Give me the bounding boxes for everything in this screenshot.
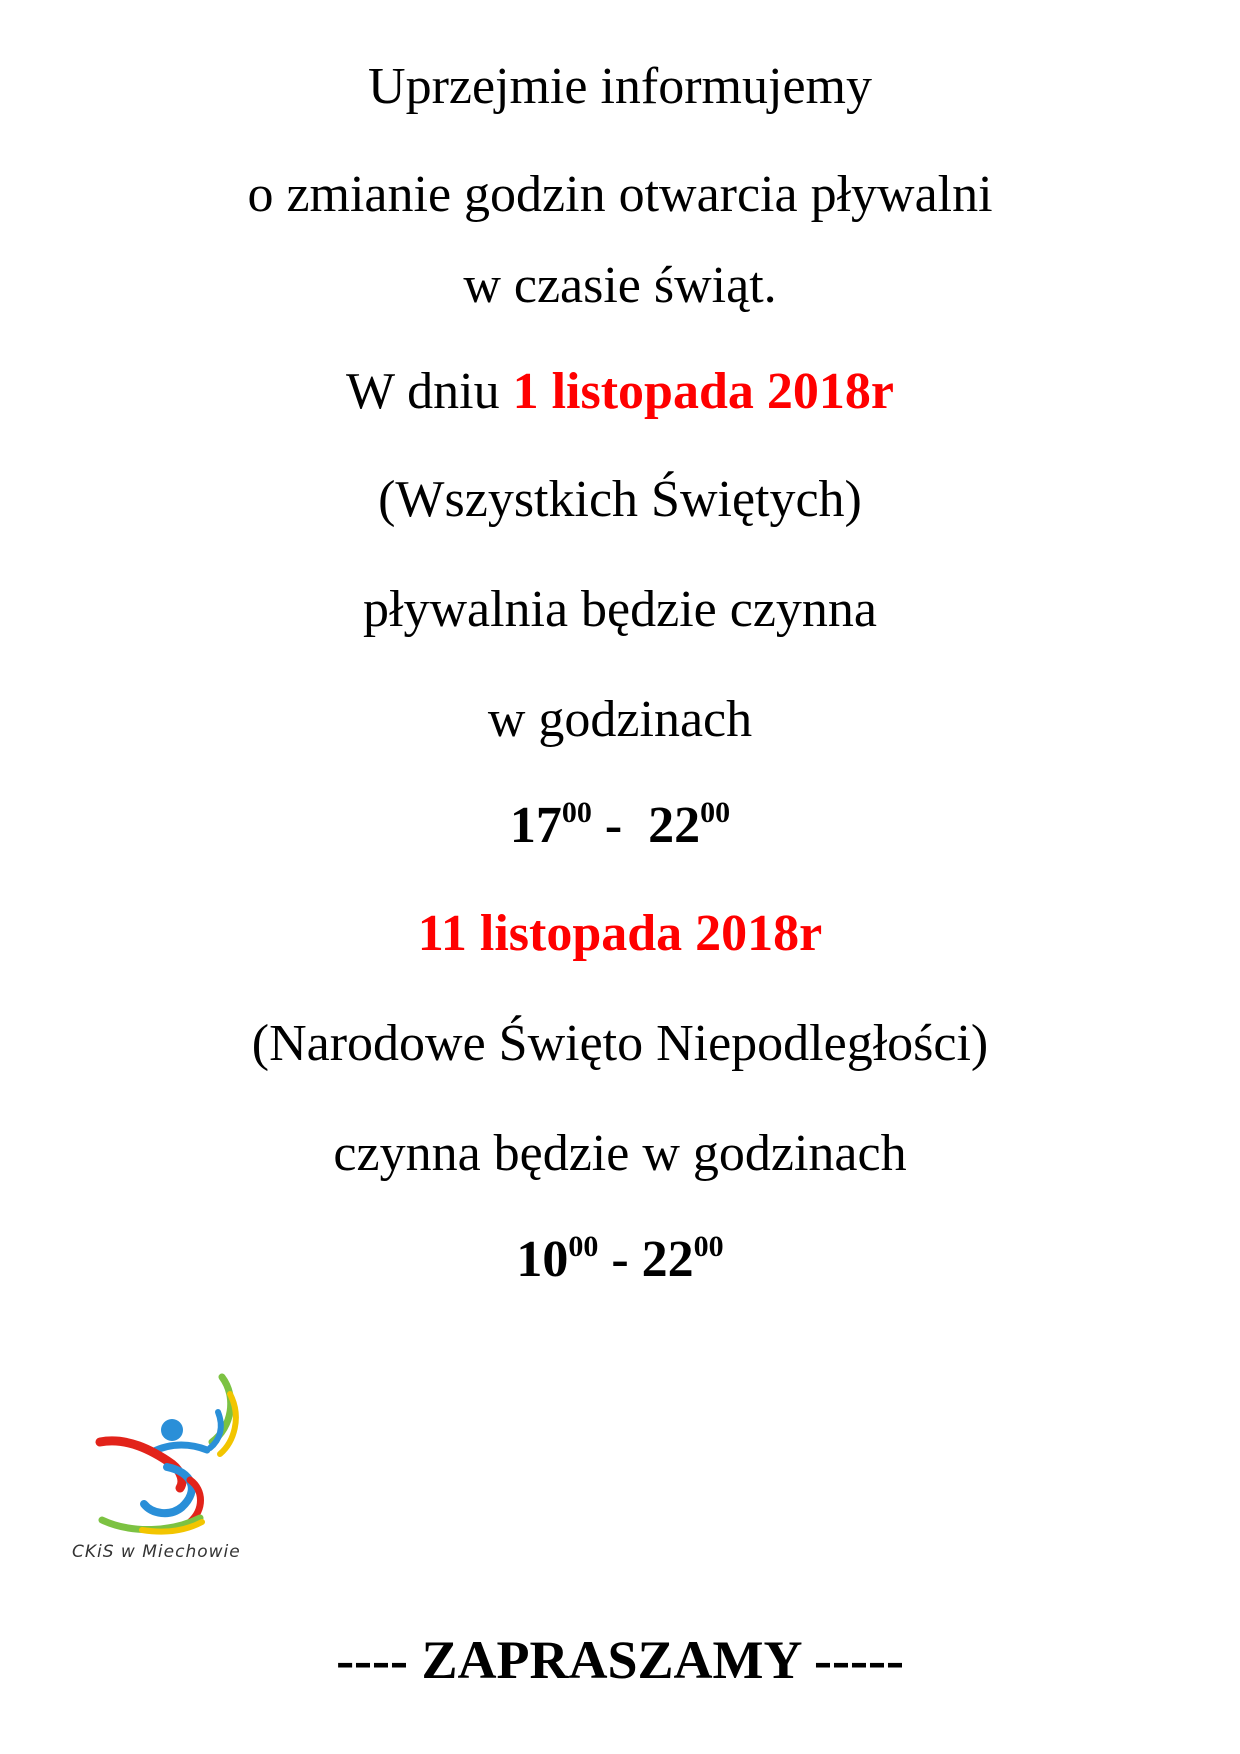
day1-holiday: (Wszystkich Świętych)	[378, 471, 862, 528]
day2-close-hour: 22	[641, 1231, 694, 1288]
day2-hours	[0, 1228, 1240, 1292]
day2-close-min: 00	[693, 1229, 724, 1263]
day1-prefix: W dniu	[346, 363, 500, 420]
day1-open-hour: 17	[509, 797, 562, 854]
day1-date-line	[0, 360, 1240, 424]
day1-open-min: 00	[561, 795, 592, 829]
intro-line-3: w czasie świąt.	[463, 257, 777, 314]
day1-close-min: 00	[700, 795, 731, 829]
day2-holiday: (Narodowe Święto Niepodległości)	[251, 1015, 989, 1072]
intro-line-1: Uprzejmie informujemy	[368, 58, 872, 115]
intro-line-2: o zmianie godzin otwarcia pływalni	[247, 166, 993, 223]
logo-caption: CKiS w Miechowie	[72, 1542, 241, 1562]
ckis-logo	[72, 1372, 262, 1572]
day2-date: 11 listopada 2018r	[417, 905, 823, 962]
day2-open-hour: 10	[516, 1231, 569, 1288]
day1-hours	[0, 794, 1240, 858]
day1-info: pływalnia będzie czynna	[363, 581, 877, 638]
closing-invitation: ---- ZAPRASZAMY -----	[336, 1630, 904, 1690]
ckis-logo-icon	[72, 1372, 262, 1542]
day1-close-hour: 22	[648, 797, 701, 854]
day2-separator: -	[611, 1231, 629, 1288]
day2-open-min: 00	[568, 1229, 599, 1263]
day1-separator: -	[604, 797, 623, 854]
day1-date: 1 listopada 2018r	[512, 363, 894, 420]
day1-hours-label: w godzinach	[487, 691, 753, 748]
day2-info: czynna będzie w godzinach	[333, 1125, 907, 1182]
